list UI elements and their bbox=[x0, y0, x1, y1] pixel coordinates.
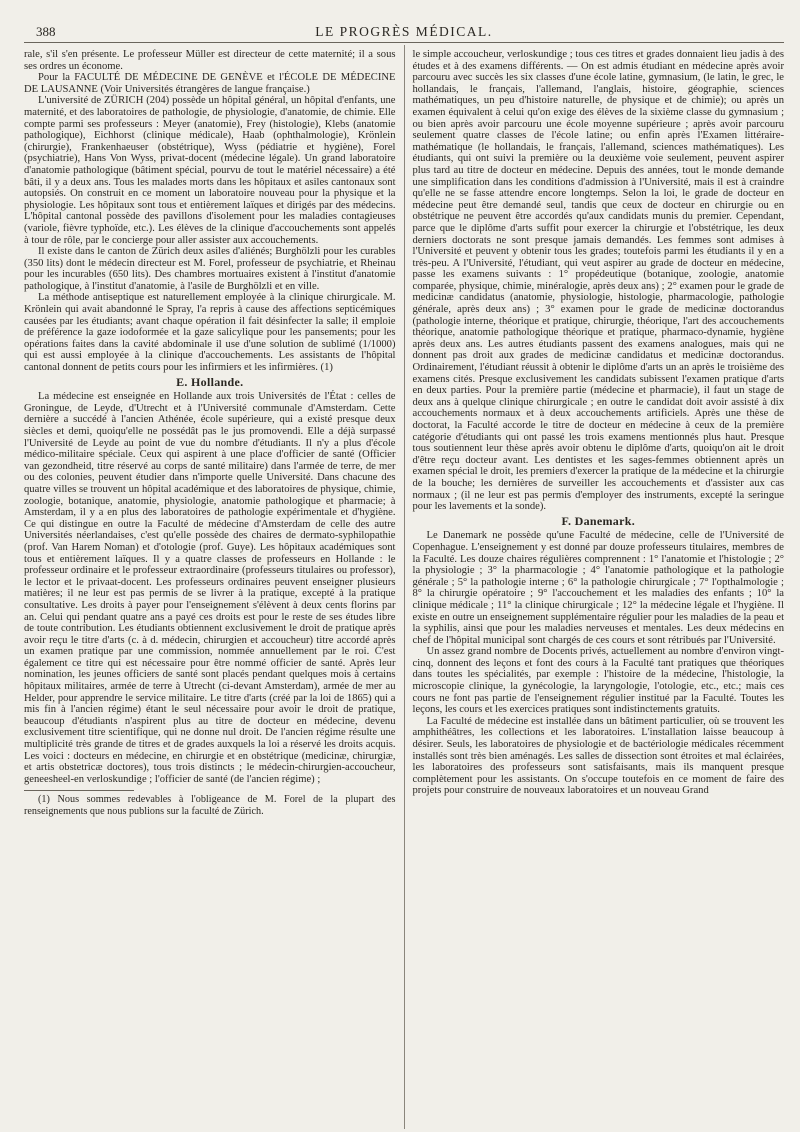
paragraph: Il existe dans le canton de Zürich deux asiles d'aliénés; Burghölzli pour les curables (350 lits) dont le médecin directeur est M. Forel, professeur de psychiatrie, et Rheinau pour les incurables (650 lits). Des chambres mortuaires existent à l'institut d'anatomie pathologique, à l'institut d'anatomie, à l'asile de Burghölzli et en ville. bbox=[24, 246, 396, 292]
paragraph: Pour la FACULTÉ DE MÉDECINE DE GENÈVE et l'ÉCOLE DE MÉDECINE DE LAUSANNE (Voir Universités étrangères de langue française.) bbox=[24, 72, 396, 95]
footnote: (1) Nous sommes redevables à l'obligeance de M. Forel de la plupart des renseignements que nous publions sur la faculté de Zürich. bbox=[24, 794, 396, 817]
paragraph: le simple accoucheur, verloskundige ; tous ces titres et grades donnaient lieu jadis à des études et à des examens différents. — On est admis étudiant en médecine après avoir parcouru avec succès les six classes d'une école latine, gymnasium, (le latin, le grec, le hollandais, le français, l'allemand, l'anglais, histoire, géographie, sciences mathématiques, un peu d'histoire naturelle, de physique et de chimie); ou après un examen équivalent à celui qu'on exige des élèves de la sixième classe du gymnasium ; ou bien après avoir parcouru une école moyenne supérieure ; après avoir parcouru seulement quatre classes de l'école latine; ou enfin après l'Examen littéraire-mathématique (le hollandais, le français, l'allemand, sciences mathématiques). Les étudiants, qui ont suivi la première ou la deuxième voie seulement, peuvent aspirer plus tard au titre de docteur en médecine. Depuis des années, tout le monde demande une simplification dans les conditions d'admission à l'Université, mais il est à craindre qu'elle ne se fasse attendre encore longtemps. Selon la loi, le grade de docteur en médecine peut être demandé seul, tandis que ceux de docteur en chirurgie ou en obstétrique ne peuvent être accordés qu'aux candidats munis du premier. Cependant, parce que le diplôme d'arts suffit pour exercer la chirurgie et l'obstétrique, les deux derniers doctorats ne sont presque jamais demandés. Les femmes sont admises à l'Université et peuvent y obtenir tous les grades; toutefois parmi les étudiants il y en a très-peu. A l'Université, l'étudiant, qui veut aspirer au grade de docteur en médecine, passe les examens suivants : 1° propédeutique (botanique, zoologie, anatomie comparée, physique, chimie, minéralogie, après deux ans) ; 2° examen pour le grade de medicinæ candidatus (anatomie, physiologie, histologie, pharmacologie, pathologie générale, après deux ans) ; 3° examen pour le grade de medicinæ doctorandus (pathologie interne, théorique et pratique, chirurgie, théorique, l'art des accouchements théorique, anatomie pathologique théorique et pratique, pharmaco-dynamie, hygiène après deux ans. Les autres étudiants passent des examens analogues, mais qui ne donnent pas droit aux grades de medicinæ candidatus et medicinæ doctorandus. Ordinairement, l'étudiant réussit à obtenir le diplôme d'arts un an après le troisième des examens cités. Presque exclusivement les candidats subissent l'examen pratique d'arts en deux parties. Pour la première partie (médecine et pharmacie), il faut un stage de deux ans à quelque clinique chirurgicale ; en outre le candidat doit avoir assisté à dix accouchements normaux et à deux accouchements artificiels. Après une thèse de doctorat, la Faculté accorde le titre de docteur en médecine à ceux de la première catégorie d'étudiants qui ont passé les trois examens mentionnés plus haut. Presque tous soutiennent leur thèse après avoir obtenu le diplôme d'arts, quoiqu'on ait le droit d'être reçu docteur avant. Les dentistes et les sages-femmes obtiennent après un examen spécial le droit, les premiers d'exercer la pratique de la médecine et la chirurgie de la bouche; les dernières de surveiller les accouchements et d'assister aux cas normaux ; (il ne leur est pas permis d'employer des instruments, excepté la seringue pour les lavements et la sonde). bbox=[412, 49, 785, 513]
paragraph: rale, s'il s'en présente. Le professeur Müller est directeur de cette maternité; il a sous ses ordres un économe. bbox=[24, 49, 396, 72]
right-column bbox=[405, 49, 785, 797]
left-column bbox=[24, 49, 404, 817]
two-column-body bbox=[24, 49, 784, 1129]
running-header bbox=[24, 22, 784, 43]
paragraph: Le Danemark ne possède qu'une Faculté de médecine, celle de l'Université de Copenhague. L'enseignement y est donné par douze professeurs titulaires, membres de la Faculté. Les douze chaires régulières comprennent : 1° l'anatomie et l'histologie ; 2° la physiologie ; 3° la pharmacologie ; 4° l'anatomie pathologique et la pathologie générale ; 5° la pathologie interne ; 6° la pathologie chirurgicale ; 7° l'opthalmologie ; 8° la chirurgie opératoire ; 9° l'accouchement et les maladies des enfants ; 10° la clinique médicale ; 11° la clinique chirurgicale ; 12° la médecine légale et l'hygiène. Il existe en outre un enseignement supplémentaire régulier pour les maladies de la peau et la syphilis, ainsi que pour les maladies nerveuses et mentales. Les deux médecins en chef de l'hôpital municipal sont chargés de ces cours et sont rétribués par l'Université. bbox=[412, 530, 785, 646]
journal-title: LE PROGRÈS MÉDICAL. bbox=[315, 24, 493, 39]
paragraph: La médecine est enseignée en Hollande aux trois Universités de l'État : celles de Groningue, de Leyde, d'Utrecht et à l'Université communale d'Amsterdam. Cette dernière a succédé à l'ancien Athénée, école supérieure, qui a existé presque deux siècles et demi, quoiqu'elle ne possédât pas le jus promovendi. Elle a déjà surpassé l'Université de Leyde au point de vue du nombre d'étudiants. Il n'y a plus d'école médico-militaire spéciale. Ceux qui aspirent à une place d'officier de santé (Officier van gezondheid, titre réservé au corps de santé militaire) dans l'armée de terre, de mer ou des colonies, peuvent étudier dans n'importe quelle Université. Dans chacune des quatre villes se trouvent un hôpital académique et des laboratoires de physique, chimie, zoologie, botanique, anatomie, physiologie, anatomie pathologique et pharmacie; à Amsterdam, il y a en plus des laboratoires de pathologie expérimentale et d'hygiène. Ce qui distingue en outre la Faculté de médecine d'Amsterdam de celle des autre Universités néerlandaises, c'est qu'elle possède des chaires de dermato-syphilopathie (prof. Van Harem Noman) et d'otologie (prof. Guye). Les hôpitaux académiques sont tous et entièrement laïques. Il y a quatre classes de professeurs en Hollande : le professeur ordinaire et le professeur extraordinaire (professeurs titulaires ou professor), le lector et le privaat-docent. Les professeurs ordinaires peuvent enseigner plusieurs matières; il ne leur est pas permis de se livrer à la pratique, excepté à la pratique consultative. Les droits à payer pour l'enseignement s'élèvent à deux cents florins par an. Celui qui pendant quatre ans a payé ces droits est pour le reste de ses études libre de toute contribution. Les étudiants obtiennent exclusivement le droit de pratique après avoir reçu le titre d'arts (c. à d. médecin, chirurgien et accoucheur) titre accordé après un examen pratique par une commission, nommée annuellement par le roi. C'est également ce titre qui est nécessaire pour être nommé officier de santé. Après leur nomination, les jeunes officiers de santé sont placés pendant quelques mois à certains hôpitaux militaires, armée de terre à Utrecht (ci-devant Amsterdam), armée de mer au Helder, pour apprendre le service militaire. Le titre d'arts (créé par la loi de 1865) qui a mis fin à l'ancien régime) étant le seul nécessaire pour avoir le droit de pratique, beaucoup d'étudiants n'aspirent plus au titre de docteur en médecine, devenu exclusivement titre scientifique, qui ne donne nul droit. De l'ancien régime résulte une multiplicité très grande de titres et de grades auxquels la loi a réservé les droits acquis. Les voici : docteurs en médecine, en chirurgie et en obstétrique (medicinæ, chirurgiæ, et artis obstetricæ doctores), tous trois distincts ; le médecin-chirurgien-accoucheur, geneesheel-en verloskundige ; l'officier de santé (de l'ancien régime) ; bbox=[24, 391, 396, 785]
paragraph: L'université de ZÜRICH (204) possède un hôpital général, un hôpital d'enfants, une maternité, et des laboratoires de pathologie, de physiologie, d'anatomie, de chimie. Elle compte parmi ses professeurs : Meyer (anatomie), Frey (histologie), Klebs (anatomie pathologique), Eichhorst (clinique médicale), Haab (ophthalmologie), Krönlein (chirurgie), Frankenhaeuser (obstétrique), Wyss (pédiatrie et hygiène), Forel (psychiatrie), Hans Von Wyss, privat-docent (médecine légale). Un grand laboratoire d'anatomie pathologique (bâtiment spécial, pourvu de tout le matériel nécessaire) a été bâti, il y a deux ans. Tous les malades morts dans les hôpitaux et asiles cantonaux sont autopsiés. On construit en ce moment un laboratoire nouveau pour la physique et la physiologie. Les hôpitaux sont tous et entièrement laïques et dirigés par des médecins. L'hôpital cantonal possède des pavillons d'isolement pour les maladies contagieuses (variole, fièvre typhoïde, etc.). Les élèves de la clinique d'accouchements sont appelés à tour de rôle, par le concierge pour aller assister aux accouchements. bbox=[24, 95, 396, 246]
paragraph: La Faculté de médecine est installée dans un bâtiment particulier, où se trouvent les amphithéâtres, les collections et les laboratoires. L'installation laisse beaucoup à désirer. Seuls, les laboratoires de physiologie et de bactériologie médicales récemment installés sont très bien aménagés. Les salles de dissection sont étroites et mal éclairées, les laboratoires des professeurs sont satisfaisants, mais ils manquent presque complètement pour les assistants. On s'occupe toutefois en ce moment de faire des projets pour construire de nouveaux laboratoires et un nouveau Grand bbox=[412, 715, 785, 797]
section-heading-danemark: F. Danemark. bbox=[561, 513, 635, 528]
page-number: 388 bbox=[36, 24, 56, 39]
paragraph: La méthode antiseptique est naturellement employée à la clinique chirurgicale. M. Krönlein qui avait abandonné le Spray, l'a repris à cause des affections septicémiques causées par les étudiants; avant chaque opération il fait désinfecter la salle; il emploie de préférence la gaze iodoformée et la gaze salicylique pour les pansements; pour les opérations faites dans la cavité abdominale il use d'une solution de sublimé (1/1000) qui est aussi employée à la clinique d'accouchements. Les assistants de l'hôpital cantonal donnent de petits cours pour les infirmiers et les infirmières. (1) bbox=[24, 292, 396, 374]
section-heading-hollande: E. Hollande. bbox=[176, 374, 244, 389]
paragraph: Un assez grand nombre de Docents privés, actuellement au nombre d'environ vingt-cinq, donnent des leçons et font des cours à la Faculté tant pratiques que théoriques dans toutes les spécialités, par exemple : l'histoire de la médecine, l'histologie, la microscopie clinique, la gynécologie, la laryngologie, l'otologie, etc., etc.; mais ces cours ne font pas partie de l'enseignement régulier institué par la Faculté. Toutes les leçons, les cours et les exercices pratiques sont indistinctements gratuits. bbox=[412, 646, 785, 716]
footnote-divider bbox=[24, 790, 134, 791]
